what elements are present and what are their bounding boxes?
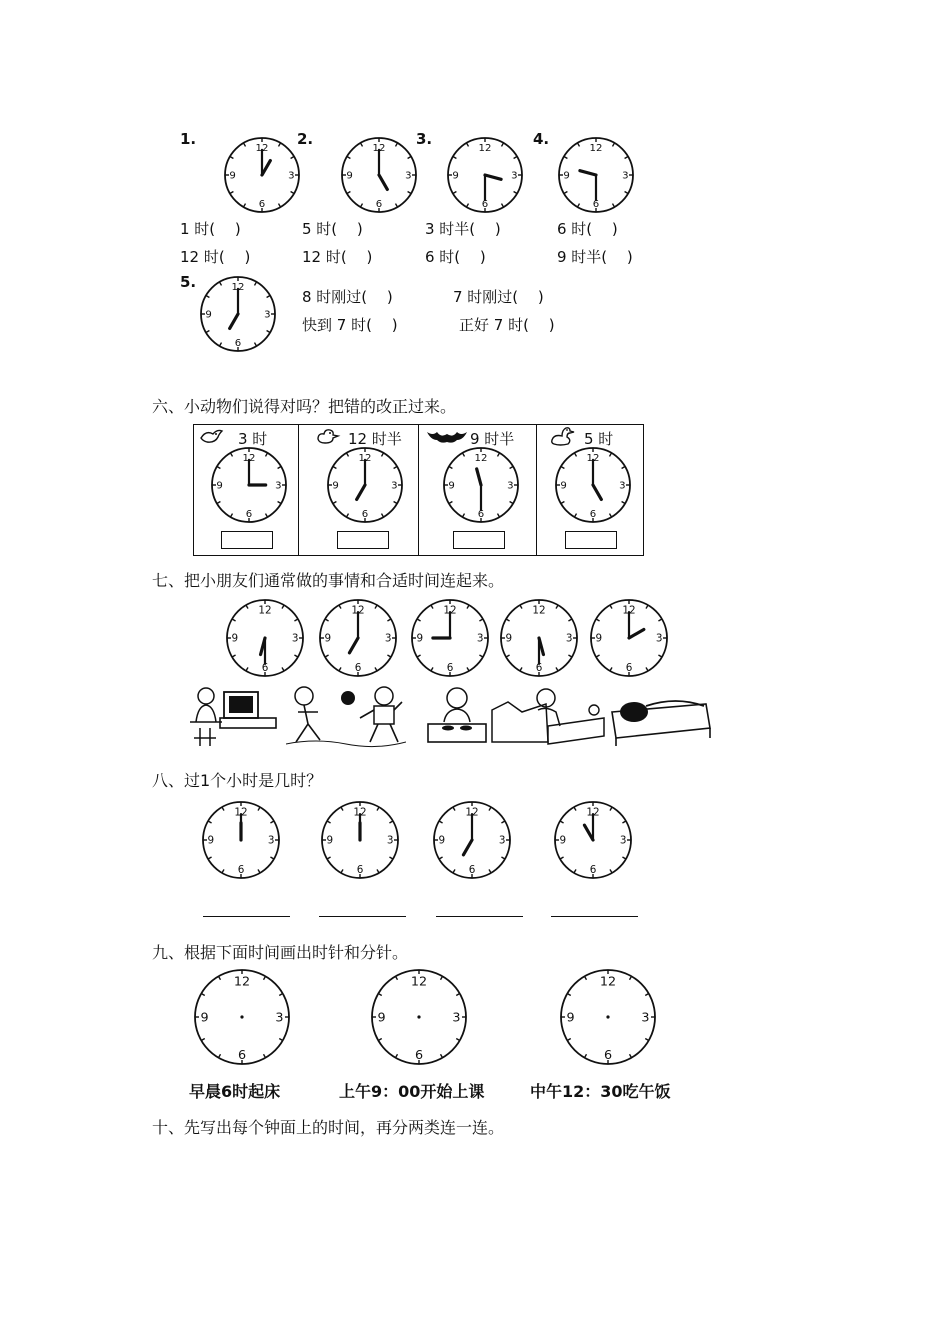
numeral-3: 3	[275, 1010, 284, 1026]
numeral-12: 12	[586, 806, 600, 819]
numeral-12: 12	[351, 604, 365, 617]
hour-hand	[580, 171, 596, 175]
numeral-3: 3	[476, 632, 484, 645]
child-computer-illustration[interactable]	[186, 682, 284, 748]
numeral-9: 9	[560, 480, 567, 492]
numeral-6: 6	[237, 864, 245, 876]
clock-face-q2	[340, 136, 418, 214]
numeral-3: 3	[622, 170, 629, 182]
clock-face-q1	[223, 136, 301, 214]
numeral-9: 9	[326, 834, 334, 847]
numeral-12: 12	[258, 604, 272, 617]
lunch-time-label: 中午12：30吃午饭	[530, 1082, 671, 1101]
blank-clock-face-1[interactable]	[193, 968, 291, 1066]
panel1-label: 3 时	[238, 430, 268, 448]
numeral-3: 3	[405, 170, 412, 182]
q4-number: 4.	[533, 130, 550, 148]
clock-face-hour-later-3	[432, 800, 512, 880]
numeral-12: 12	[242, 453, 256, 465]
section8-title: 八、过1个小时是几时？	[152, 771, 323, 790]
duck-icon	[314, 426, 342, 446]
answer-box-panel3[interactable]	[453, 531, 505, 549]
hour-hand	[379, 175, 387, 189]
numeral-3: 3	[288, 170, 295, 182]
q1-option-a[interactable]: 1 时( )	[180, 220, 241, 238]
numeral-9: 9	[205, 309, 212, 321]
numeral-6: 6	[356, 864, 364, 876]
numeral-12: 12	[372, 143, 386, 155]
numeral-3: 3	[391, 480, 398, 492]
numeral-9: 9	[416, 632, 424, 645]
numeral-3: 3	[511, 170, 518, 182]
answer-box-panel1[interactable]	[221, 531, 273, 549]
numeral-6: 6	[625, 662, 633, 674]
answer-box-panel2[interactable]	[337, 531, 389, 549]
numeral-12: 12	[474, 453, 488, 465]
numeral-6: 6	[361, 509, 369, 520]
q2-number: 2.	[297, 130, 314, 148]
numeral-6: 6	[375, 199, 383, 210]
numeral-12: 12	[465, 806, 479, 819]
numeral-3: 3	[386, 834, 394, 847]
numeral-6: 6	[589, 509, 597, 520]
numeral-3: 3	[275, 480, 282, 492]
section10-title: 十、先写出每个钟面上的时间，再分两类连一连。	[152, 1118, 505, 1137]
numeral-6: 6	[481, 199, 489, 210]
q3-number: 3.	[416, 130, 433, 148]
numeral-3: 3	[507, 480, 514, 492]
clock-face-q5	[199, 275, 277, 353]
numeral-9: 9	[229, 170, 236, 182]
hour-hand	[463, 840, 472, 855]
hour-hand	[262, 161, 270, 175]
numeral-12: 12	[622, 604, 636, 617]
hour-hand	[349, 638, 358, 653]
panel-divider	[418, 424, 419, 556]
goose-icon	[548, 424, 578, 448]
numeral-3: 3	[384, 632, 392, 645]
center-dot	[606, 1015, 609, 1018]
numeral-9: 9	[207, 834, 215, 847]
numeral-6: 6	[234, 338, 242, 349]
panel-divider	[536, 424, 537, 556]
numeral-12: 12	[589, 143, 603, 155]
numeral-9: 9	[216, 480, 223, 492]
numeral-3: 3	[291, 632, 299, 645]
q1-number: 1.	[180, 130, 197, 148]
hour-hand	[485, 175, 501, 179]
answer-line-3[interactable]	[436, 916, 523, 917]
panel2-label: 12 时半	[348, 430, 402, 448]
q5-option-a[interactable]: 8 时刚过( )	[302, 288, 393, 306]
clock-face-hour-later-4	[553, 800, 633, 880]
q3-option-b[interactable]: 6 时( )	[425, 248, 486, 266]
hour-hand	[230, 314, 238, 328]
clock-face-activity3	[410, 598, 490, 678]
numeral-6: 6	[414, 1048, 424, 1063]
hour-hand	[593, 485, 601, 499]
child-study-illustration[interactable]	[488, 682, 606, 748]
numeral-6: 6	[535, 662, 543, 674]
q5-option-c[interactable]: 快到 7 时( )	[302, 316, 398, 334]
numeral-12: 12	[586, 453, 600, 465]
numeral-12: 12	[478, 143, 492, 155]
center-dot	[417, 1015, 420, 1018]
panel3-label: 9 时半	[470, 430, 515, 448]
panel4-label: 5 时	[584, 430, 614, 448]
numeral-9: 9	[332, 480, 339, 492]
numeral-6: 6	[468, 864, 476, 876]
numeral-6: 6	[261, 662, 269, 674]
q5-option-d[interactable]: 正好 7 时( )	[459, 316, 555, 334]
clock-face-activity5	[589, 598, 669, 678]
clock-face-activity4	[499, 598, 579, 678]
numeral-3: 3	[619, 480, 626, 492]
numeral-12: 12	[231, 282, 245, 294]
q1-option-b[interactable]: 12 时( )	[180, 248, 251, 266]
q4-option-a[interactable]: 6 时( )	[557, 220, 618, 238]
clock-face-q3	[446, 136, 524, 214]
bat-icon	[425, 426, 469, 446]
numeral-9: 9	[563, 170, 570, 182]
section6-title: 六、小动物们说得对吗？把错的改正过来。	[152, 397, 457, 416]
clock-face-activity2	[318, 598, 398, 678]
clock-face-q4	[557, 136, 635, 214]
q2-option-a[interactable]: 5 时( )	[302, 220, 363, 238]
numeral-12: 12	[599, 974, 617, 990]
numeral-6: 6	[446, 662, 454, 674]
q5-option-b[interactable]: 7 时刚过( )	[453, 288, 544, 306]
numeral-12: 12	[234, 806, 248, 819]
numeral-9: 9	[200, 1010, 209, 1026]
numeral-9: 9	[324, 632, 332, 645]
blank-clock-face-2[interactable]	[370, 968, 468, 1066]
numeral-6: 6	[477, 509, 485, 520]
clock-face-panel3	[442, 446, 520, 524]
numeral-9: 9	[438, 834, 446, 847]
numeral-9: 9	[595, 632, 603, 645]
clock-face-panel2	[326, 446, 404, 524]
hour-hand	[584, 825, 593, 840]
numeral-6: 6	[258, 199, 266, 210]
numeral-3: 3	[655, 632, 663, 645]
numeral-12: 12	[358, 453, 372, 465]
q3-option-a[interactable]: 3 时半( )	[425, 220, 501, 238]
numeral-9: 9	[231, 632, 239, 645]
answer-line-2[interactable]	[319, 916, 406, 917]
blank-clock-face-3[interactable]	[559, 968, 657, 1066]
numeral-9: 9	[448, 480, 455, 492]
q2-option-b[interactable]: 12 时( )	[302, 248, 373, 266]
numeral-3: 3	[565, 632, 573, 645]
hour-hand	[357, 485, 365, 499]
hour-hand	[629, 629, 644, 638]
clock-face-panel4	[554, 446, 632, 524]
bird-icon	[198, 426, 226, 446]
numeral-3: 3	[641, 1010, 650, 1026]
numeral-6: 6	[592, 199, 600, 210]
clock-face-hour-later-2	[320, 800, 400, 880]
numeral-6: 6	[589, 864, 597, 876]
section7-title: 七、把小朋友们通常做的事情和合适时间连起来。	[152, 571, 505, 590]
numeral-3: 3	[498, 834, 506, 847]
answer-line-4[interactable]	[551, 916, 638, 917]
numeral-12: 12	[443, 604, 457, 617]
child-eating-illustration[interactable]	[424, 682, 490, 748]
numeral-12: 12	[233, 974, 251, 990]
child-sleeping-illustration[interactable]	[606, 682, 714, 748]
clock-face-hour-later-1	[201, 800, 281, 880]
numeral-9: 9	[505, 632, 513, 645]
numeral-3: 3	[452, 1010, 461, 1026]
panel-divider	[298, 424, 299, 556]
hour-hand	[477, 469, 481, 485]
clock-face-activity1	[225, 598, 305, 678]
section9-title: 九、根据下面时间画出时针和分针。	[152, 943, 409, 962]
center-dot	[240, 1015, 243, 1018]
answer-line-1[interactable]	[203, 916, 290, 917]
numeral-6: 6	[354, 662, 362, 674]
clock-face-panel1	[210, 446, 288, 524]
numeral-9: 9	[377, 1010, 386, 1026]
children-football-illustration[interactable]	[286, 682, 406, 748]
numeral-6: 6	[603, 1048, 613, 1063]
numeral-12: 12	[353, 806, 367, 819]
numeral-9: 9	[559, 834, 567, 847]
numeral-3: 3	[264, 309, 271, 321]
numeral-6: 6	[237, 1048, 247, 1063]
numeral-9: 9	[452, 170, 459, 182]
q4-option-b[interactable]: 9 时半( )	[557, 248, 633, 266]
class-start-time-label: 上午9：00开始上课	[339, 1082, 485, 1101]
numeral-12: 12	[532, 604, 546, 617]
numeral-3: 3	[619, 834, 627, 847]
wake-up-time-label: 早晨6时起床	[189, 1082, 281, 1101]
numeral-9: 9	[346, 170, 353, 182]
numeral-12: 12	[255, 143, 269, 155]
numeral-12: 12	[410, 974, 428, 990]
numeral-6: 6	[245, 509, 253, 520]
q5-number: 5.	[180, 273, 197, 291]
numeral-9: 9	[566, 1010, 575, 1026]
answer-box-panel4[interactable]	[565, 531, 617, 549]
numeral-3: 3	[267, 834, 275, 847]
